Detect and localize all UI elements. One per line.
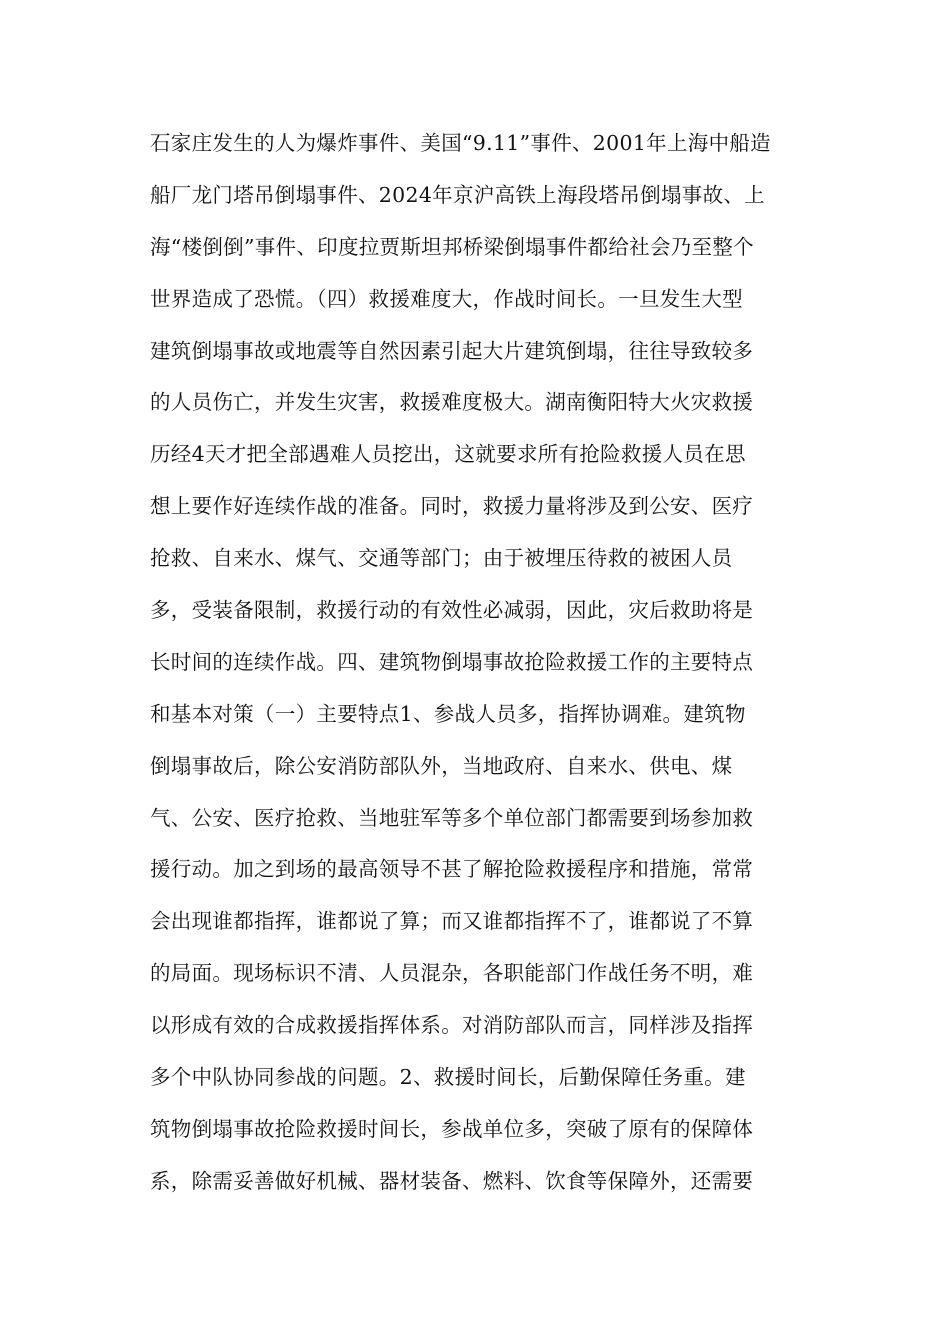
text-line: 的局面。现场标识不清、人员混杂，各职能部门作战任务不明，难 bbox=[150, 961, 754, 986]
text-line: 气、公安、医疗抢救、当地驻军等多个单位部门都需要到场参加救 bbox=[150, 805, 754, 830]
text-line: 历经4天才把全部遇难人员挖出，这就要求所有抢险救援人员在思 bbox=[150, 442, 746, 467]
text-line: 倒塌事故后，除公安消防部队外，当地政府、自来水、供电、煤 bbox=[150, 753, 733, 778]
text-line: 的人员伤亡，并发生灾害，救援难度极大。湖南衡阳特大火灾救援 bbox=[150, 390, 754, 415]
text-line: 海“楼倒倒”事件、印度拉贾斯坦邦桥梁倒塌事件都给社会乃至整个 bbox=[150, 234, 754, 259]
text-line: 长时间的连续作战。四、建筑物倒塌事故抢险救援工作的主要特点 bbox=[150, 649, 754, 674]
text-line: 和基本对策（一）主要特点1、参战人员多，指挥协调难。建筑物 bbox=[150, 701, 746, 726]
text-line: 世界造成了恐慌。（四）救援难度大，作战时间长。一旦发生大型 bbox=[150, 286, 743, 311]
text-line: 抢救、自来水、煤气、交通等部门；由于被埋压待救的被困人员 bbox=[150, 546, 733, 571]
text-line: 援行动。加之到场的最高领导不甚了解抢险救援程序和措施，常常 bbox=[150, 857, 754, 882]
text-line: 多，受装备限制，救援行动的有效性必减弱，因此，灾后救助将是 bbox=[150, 598, 754, 623]
body-text bbox=[150, 118, 810, 1208]
text-line: 系，除需妥善做好机械、器材装备、燃料、饮食等保障外，还需要 bbox=[150, 1168, 754, 1193]
text-line: 石家庄发生的人为爆炸事件、美国“9.11”事件、2001年上海中船造 bbox=[150, 131, 771, 155]
text-line: 建筑倒塌事故或地震等自然因素引起大片建筑倒塌，往往导致较多 bbox=[150, 338, 754, 363]
text-line: 多个中队协同参战的问题。2、救援时间长，后勤保障任务重。建 bbox=[150, 1065, 746, 1090]
text-line: 以形成有效的合成救援指挥体系。对消防部队而言，同样涉及指挥 bbox=[150, 1013, 754, 1038]
text-line: 筑物倒塌事故抢险救援时间长，参战单位多，突破了原有的保障体 bbox=[150, 1116, 754, 1141]
text-line: 会出现谁都指挥，谁都说了算；而又谁都指挥不了，谁都说了不算 bbox=[150, 909, 754, 934]
text-line: 船厂龙门塔吊倒塌事件、2024年京沪高铁上海段塔吊倒塌事故、上 bbox=[150, 182, 765, 207]
text-line: 想上要作好连续作战的准备。同时，救援力量将涉及到公安、医疗 bbox=[150, 494, 754, 519]
